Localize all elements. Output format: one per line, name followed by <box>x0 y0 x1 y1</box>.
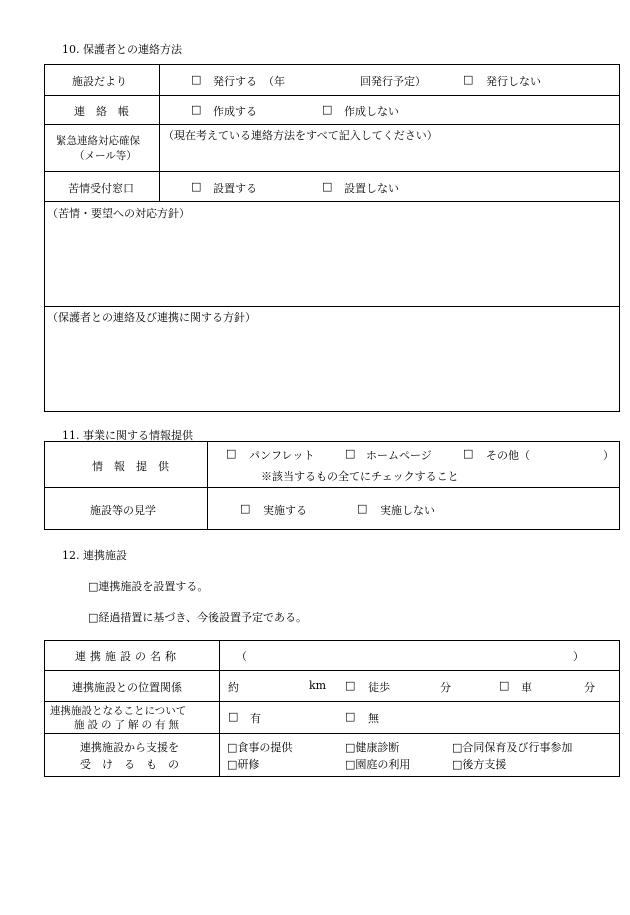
contact-book-create-checkbox[interactable]: □ <box>191 103 202 116</box>
contact-book-none-label: 作成しない <box>344 105 399 118</box>
car-minutes-unit: 分 <box>584 681 595 694</box>
support-meal[interactable]: □食事の提供 <box>227 741 293 754</box>
visit-yes-label: 実施する <box>263 504 307 517</box>
contact-book-none-checkbox[interactable]: □ <box>322 103 333 116</box>
consent-label-line2: 施設の了解の有無 <box>74 719 182 731</box>
consent-label-line1: 連携施設となることについて <box>50 705 187 717</box>
section-10-border <box>44 64 620 412</box>
info-provision-label: 情 報 提 供 <box>92 460 169 473</box>
pamphlet-label: パンフレット <box>249 449 315 462</box>
location-label: 連携施設との位置関係 <box>72 681 182 694</box>
consent-no-checkbox[interactable]: □ <box>345 710 356 723</box>
pamphlet-checkbox[interactable]: □ <box>226 447 237 460</box>
car-checkbox[interactable]: □ <box>499 679 510 692</box>
emergency-label-line2: （メール等） <box>74 150 137 162</box>
car-label: 車 <box>521 681 532 694</box>
support-health-check[interactable]: □健康診断 <box>345 741 400 754</box>
section-12-heading: 12. 連携施設 <box>62 549 127 562</box>
newsletter-issue-checkbox[interactable]: □ <box>191 73 202 86</box>
other-checkbox[interactable]: □ <box>463 447 474 460</box>
consent-yes-label: 有 <box>250 712 261 725</box>
homepage-checkbox[interactable]: □ <box>345 447 356 460</box>
other-label: その他（ <box>486 449 530 462</box>
complaint-label: 苦情受付窓口 <box>68 182 134 195</box>
contact-book-label: 連 絡 帳 <box>74 105 129 118</box>
partner-choice-set[interactable]: □連携施設を設置する。 <box>88 580 209 593</box>
info-note: ※該当するもの全てにチェックすること <box>261 470 459 483</box>
complaint-set-label: 設置する <box>213 182 257 195</box>
other-close-paren: ） <box>603 449 614 462</box>
complaint-none-label: 設置しない <box>344 182 399 195</box>
newsletter-none-label: 発行しない <box>486 75 541 88</box>
walk-minutes-unit: 分 <box>440 681 451 694</box>
newsletter-year-label: （年 <box>263 75 285 88</box>
partner-name-open: （ <box>236 650 247 663</box>
visit-no-checkbox[interactable]: □ <box>357 502 368 515</box>
emergency-note: （現在考えている連絡方法をすべて記入してください） <box>163 129 438 142</box>
liaison-policy-label: （保護者との連絡及び連携に関する方針） <box>47 311 256 324</box>
partner-name-label: 連携施設の名称 <box>75 650 180 663</box>
contact-book-create-label: 作成する <box>213 105 257 118</box>
location-approx: 約 <box>228 681 239 694</box>
newsletter-label: 施設だより <box>72 75 127 88</box>
section-11-heading: 11. 事業に関する情報提供 <box>62 429 193 442</box>
partner-name-close: ） <box>573 650 584 663</box>
location-km: km <box>309 679 327 692</box>
visit-no-label: 実施しない <box>380 504 435 517</box>
support-backup[interactable]: □後方支援 <box>452 758 507 771</box>
complaint-none-checkbox[interactable]: □ <box>322 180 333 193</box>
newsletter-count-label: 回発行予定） <box>360 75 426 88</box>
emergency-label-line1: 緊急連絡対応確保 <box>56 135 140 147</box>
consent-no-label: 無 <box>368 712 379 725</box>
consent-yes-checkbox[interactable]: □ <box>228 710 239 723</box>
partner-choice-planned[interactable]: □経過措置に基づき、今後設置予定である。 <box>88 611 307 624</box>
visit-yes-checkbox[interactable]: □ <box>240 502 251 515</box>
complaint-set-checkbox[interactable]: □ <box>191 180 202 193</box>
newsletter-none-checkbox[interactable]: □ <box>463 73 474 86</box>
support-joint-care[interactable]: □合同保育及び行事参加 <box>452 741 573 754</box>
newsletter-issue-label: 発行する <box>213 75 257 88</box>
support-garden-use[interactable]: □園庭の利用 <box>345 758 411 771</box>
visit-label: 施設等の見学 <box>90 504 156 517</box>
walk-label: 徒歩 <box>368 681 390 694</box>
support-training[interactable]: □研修 <box>227 758 260 771</box>
support-label-line2: 受 け る も の <box>80 758 179 771</box>
support-label-line1: 連携施設から支援を <box>80 741 179 754</box>
complaint-policy-label: （苦情・要望への対応方針） <box>47 207 190 220</box>
walk-checkbox[interactable]: □ <box>345 679 356 692</box>
section-10-heading: 10. 保護者との連絡方法 <box>62 43 182 56</box>
homepage-label: ホームページ <box>366 449 432 462</box>
